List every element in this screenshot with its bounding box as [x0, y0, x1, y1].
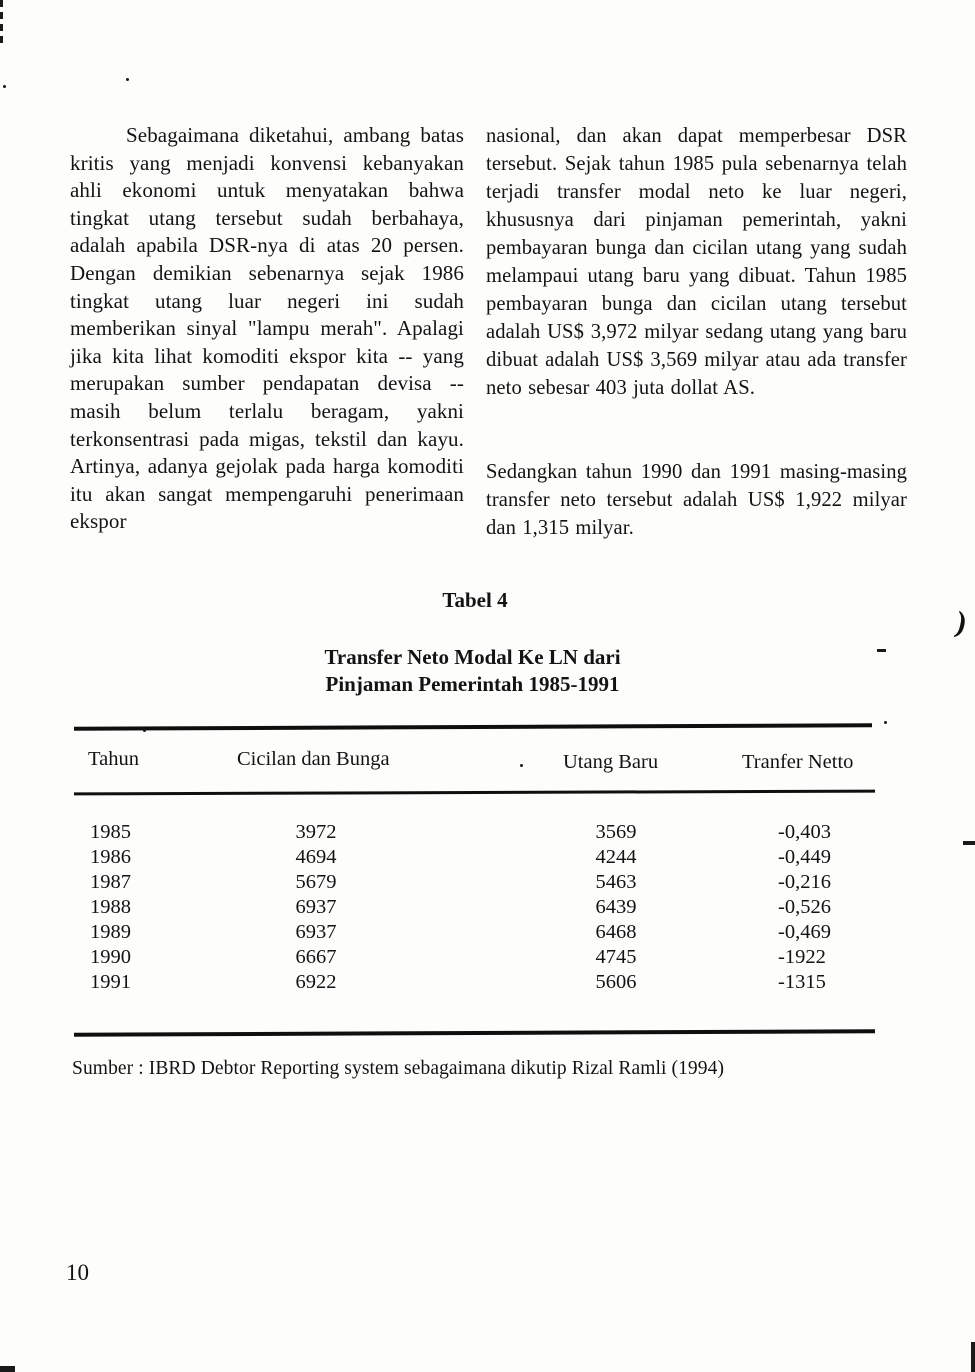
table-rule-header-separator — [74, 790, 875, 796]
table-row — [0, 871, 975, 896]
cell-utang-baru: 4244 — [595, 846, 637, 868]
scan-artifact-bottom-right — [971, 1342, 975, 1372]
cell-cicilan-dan-bunga: 3972 — [295, 821, 337, 843]
table-row — [0, 846, 975, 871]
table-label: Tabel 4 — [442, 588, 508, 612]
cell-tranfer-netto: -0,403 — [778, 821, 831, 843]
cell-tahun: 1989 — [90, 921, 131, 943]
table-body — [0, 821, 975, 996]
cell-tahun: 1985 — [90, 821, 131, 843]
cell-tranfer-netto: -1922 — [778, 946, 826, 968]
cell-tranfer-netto: -0,469 — [778, 921, 831, 943]
scan-artifact-dash — [963, 841, 975, 845]
cell-cicilan-dan-bunga: 4694 — [295, 846, 337, 868]
column-header-tahun: Tahun — [88, 748, 139, 770]
scan-artifact-dash — [877, 649, 886, 652]
cell-utang-baru: 5606 — [595, 971, 637, 993]
cell-tranfer-netto: -0,526 — [778, 896, 831, 918]
column-header-cicilan-dan-bunga: Cicilan dan Bunga — [237, 748, 390, 770]
table-title — [75, 644, 870, 698]
cell-cicilan-dan-bunga: 6922 — [295, 971, 337, 993]
table-rule-top — [74, 723, 872, 730]
table-row — [0, 821, 975, 846]
scan-artifact-curl: ) — [952, 605, 970, 640]
table-source-note: Sumber : IBRD Debtor Reporting system sebagaimana dikutip Rizal Ramli (1994) — [72, 1058, 725, 1079]
column-header-utang-baru: Utang Baru — [563, 751, 659, 773]
body-paragraph-right-column-1: nasional, dan akan dapat memperbesar DSR tersebut. Sejak tahun 1985 pula sebenarnya telah terjadi transfer modal neto ke luar negeri, khususnya dari pinjaman pemerintah, yakni pembayaran bunga dan cicilan utang yang sudah melampaui utang baru yang dibuat. Tahun 1985 pembayaran bunga dan cicilan utang tersebut adalah US$ 3,972 milyar sedang utang yang baru dibuat adalah US$ 3,569 milyar atau ada transfer neto sebesar 403 juta dollat AS. — [486, 124, 907, 399]
cell-tranfer-netto: -1315 — [778, 971, 826, 993]
scan-artifact-dashed-edge — [0, 0, 3, 46]
table-row — [0, 971, 975, 996]
cell-tahun: 1990 — [90, 946, 131, 968]
cell-cicilan-dan-bunga: 5679 — [295, 871, 337, 893]
cell-utang-baru: 5463 — [595, 871, 637, 893]
scan-artifact-bottom-left — [0, 1366, 15, 1372]
table-row — [0, 896, 975, 921]
column-header-tranfer-netto: Tranfer Netto — [742, 751, 854, 773]
scan-artifact-dot — [520, 764, 523, 767]
cell-cicilan-dan-bunga: 6937 — [295, 921, 337, 943]
cell-tahun: 1986 — [90, 846, 131, 868]
scan-artifact-dot — [3, 85, 6, 88]
table-row — [0, 921, 975, 946]
table-rule-bottom — [74, 1029, 875, 1036]
cell-utang-baru: 6468 — [595, 921, 637, 943]
cell-utang-baru: 4745 — [595, 946, 637, 968]
cell-tahun: 1987 — [90, 871, 131, 893]
body-paragraph-right-column-2: Sedangkan tahun 1990 dan 1991 masing-masing transfer neto tersebut adalah US$ 1,922 milyar dan 1,315 milyar. — [486, 460, 907, 539]
cell-utang-baru: 6439 — [595, 896, 637, 918]
cell-tranfer-netto: -0,216 — [778, 871, 831, 893]
cell-cicilan-dan-bunga: 6667 — [295, 946, 337, 968]
cell-tranfer-netto: -0,449 — [778, 846, 831, 868]
scan-artifact-dot — [126, 78, 129, 81]
body-paragraph-left-column: Sebagaimana diketahui, ambang batas kritis yang menjadi konvensi kebanyakan ahli ekonomi untuk menyatakan bahwa tingkat utang tersebut sudah berbahaya, adalah apabila DSR-nya di atas 20 persen. Dengan demikian sebenarnya sejak 1986 tingkat utang luar negeri ini sudah memberikan sinyal "lampu merah". Apalagi jika kita lihat komoditi ekspor kita -- yang merupakan sumber pendapatan devisa -- masih belum terlalu beragam, yakni terkonsentrasi pada migas, tekstil dan kayu. Artinya, adanya gejolak pada harga komoditi itu akan sangat mempengaruhi penerimaan ekspor — [70, 123, 464, 534]
scan-artifact-dot — [143, 729, 146, 732]
cell-tahun: 1988 — [90, 896, 131, 918]
cell-utang-baru: 3569 — [595, 821, 637, 843]
table-row — [0, 946, 975, 971]
table-title-line1: Transfer Neto Modal Ke LN dari — [324, 645, 621, 669]
cell-tahun: 1991 — [90, 971, 131, 993]
table-title-line2: Pinjaman Pemerintah 1985-1991 — [325, 672, 620, 696]
page-number: 10 — [66, 1260, 89, 1285]
cell-cicilan-dan-bunga: 6937 — [295, 896, 337, 918]
scan-artifact-dot — [884, 721, 887, 724]
